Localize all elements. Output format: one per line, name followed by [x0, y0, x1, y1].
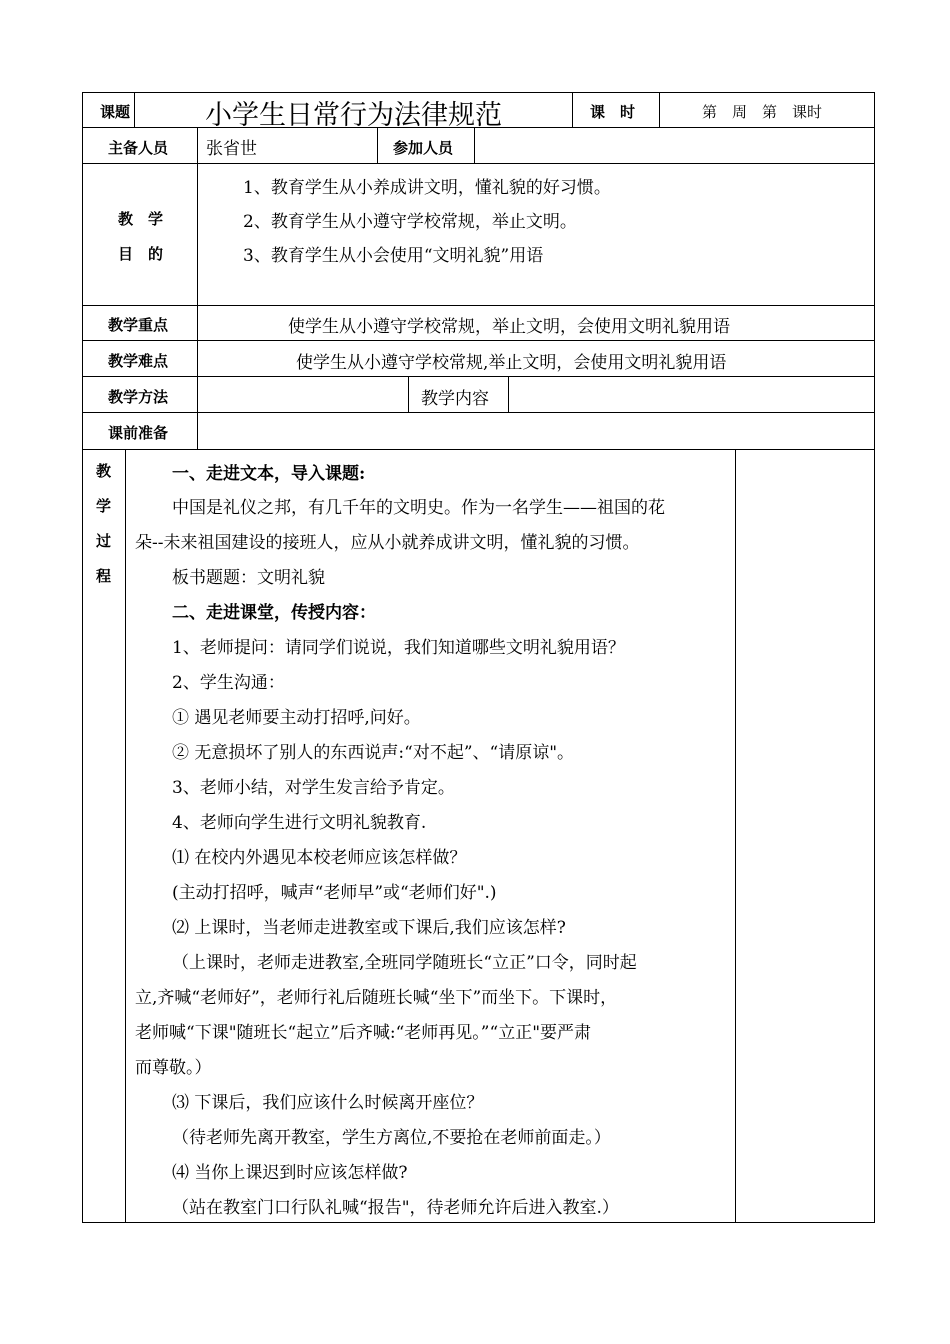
- process-line: 朵--未来祖国建设的接班人，应从小就养成讲文明，懂礼貌的习惯。: [135, 533, 640, 553]
- goal-item: 2、教育学生从小遵守学校常规，举止文明。: [243, 212, 577, 232]
- row-preparation: [82, 412, 875, 450]
- row-staff: [82, 127, 875, 164]
- process-line: 老师喊“下课"随班长“起立”后齐喊:“老师再见。”“立正"要严肃: [135, 1023, 592, 1043]
- process-line: 而尊敬。）: [135, 1058, 212, 1078]
- divider: [125, 449, 126, 1223]
- divider: [197, 412, 198, 450]
- goal-item: 3、教育学生从小会使用“文明礼貌”用语: [243, 246, 544, 266]
- divider: [197, 127, 198, 164]
- process-line: （待老师先离开教室，学生方离位,不要抢在老师前面走。）: [172, 1128, 611, 1148]
- process-line: ② 无意损坏了别人的东西说声:“对不起”、“请原谅"。: [172, 743, 575, 763]
- period-value: 第 周 第 课时: [702, 103, 823, 121]
- process-line: 1、老师提问：请同学们说说，我们知道哪些文明礼貌用语？: [172, 638, 625, 658]
- process-line: 中国是礼仪之邦，有几千年的文明史。作为一名学生——祖国的花: [172, 498, 665, 518]
- process-label-char: 学: [96, 497, 112, 515]
- lead-label: 主备人员: [108, 139, 169, 157]
- process-line: ⑶ 下课后，我们应该什么时候离开座位？: [172, 1093, 484, 1113]
- process-line: 一、走进文本，导入课题:: [172, 464, 366, 484]
- content-label: 教学内容: [421, 389, 489, 409]
- key-point-value: 使学生从小遵守学校常规，举止文明，会使用文明礼貌用语: [288, 317, 730, 337]
- topic-label: 课题: [100, 103, 131, 121]
- preparation-label: 课前准备: [108, 424, 169, 442]
- divider: [735, 449, 736, 1223]
- difficulty-value: 使学生从小遵守学校常规,举止文明，会使用文明礼貌用语: [296, 353, 727, 373]
- process-line: ⑴ 在校内外遇见本校老师应该怎样做？: [172, 848, 467, 868]
- process-label-char: 教: [96, 462, 112, 480]
- difficulty-label: 教学难点: [108, 352, 169, 370]
- key-point-label: 教学重点: [108, 316, 169, 334]
- process-line: ⑵ 上课时，当老师走进教室或下课后,我们应该怎样?: [172, 918, 566, 938]
- goals-label-line2: 目 的: [118, 245, 164, 263]
- process-line: 立,齐喊“老师好”，老师行礼后随班长喊“坐下”而坐下。下课时，: [135, 988, 618, 1008]
- process-line: (主动打招呼，喊声“老师早”或“老师们好".): [172, 883, 497, 903]
- topic-title: 小学生日常行为法律规范: [205, 100, 502, 131]
- process-line: 4、老师向学生进行文明礼貌教育.: [172, 813, 427, 833]
- process-line: （上课时，老师走进教室,全班同学随班长“立正”口令，同时起: [172, 953, 637, 973]
- lead-value: 张省世: [206, 139, 257, 159]
- process-line: ⑷ 当你上课迟到时应该怎样做?: [172, 1163, 408, 1183]
- process-line: （站在教室门口行队礼喊“报告"，待老师允许后进入教室.）: [172, 1198, 619, 1218]
- process-label-char: 程: [96, 567, 112, 585]
- divider: [197, 376, 198, 413]
- process-line: 板书题题：文明礼貌: [172, 568, 325, 588]
- period-label: 课 时: [590, 103, 636, 121]
- divider: [197, 163, 198, 306]
- process-line: 3、老师小结，对学生发言给予肯定。: [172, 778, 455, 798]
- participants-label: 参加人员: [393, 139, 454, 157]
- process-line: 2、学生沟通：: [172, 673, 285, 693]
- process-label-char: 过: [96, 532, 112, 550]
- divider: [197, 305, 198, 341]
- divider: [197, 340, 198, 377]
- method-label: 教学方法: [108, 388, 169, 406]
- goal-item: 1、教育学生从小养成讲文明，懂礼貌的好习惯。: [243, 178, 611, 198]
- process-line: 二、走进课堂，传授内容：: [172, 603, 376, 623]
- goals-label-line1: 教 学: [118, 210, 164, 228]
- process-line: ① 遇见老师要主动打招呼,问好。: [172, 708, 421, 728]
